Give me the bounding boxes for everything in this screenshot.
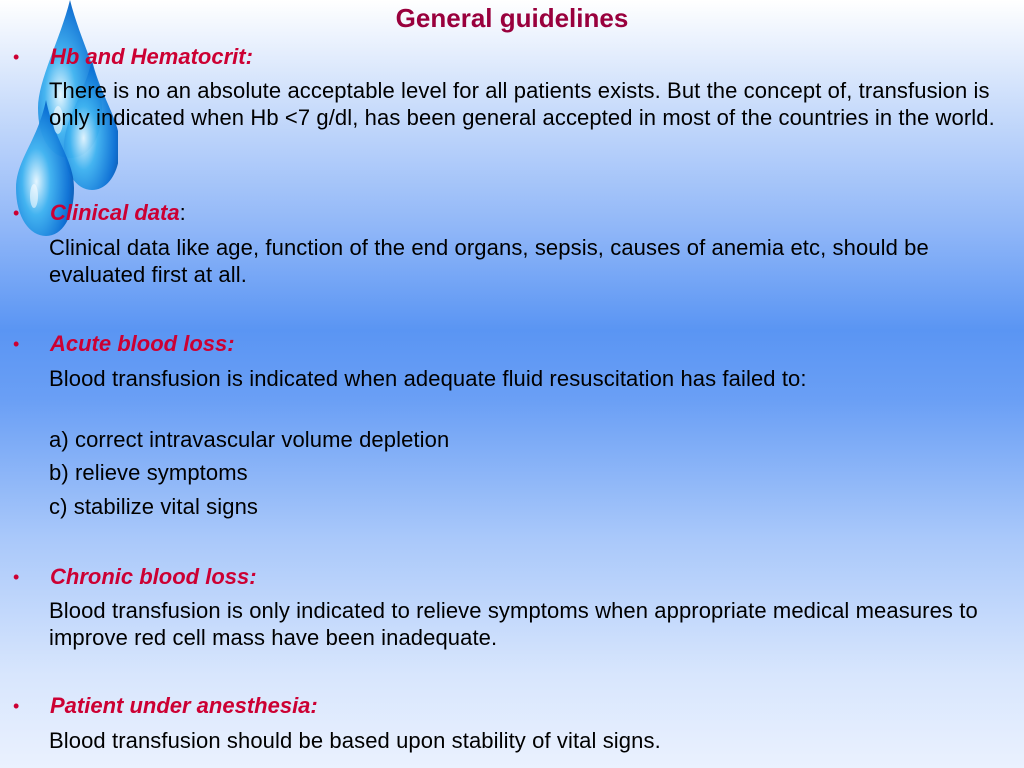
- section-text: Blood transfusion is only indicated to relieve symptoms when appropriate medical measures to improve red cell mass have been inadequate.: [49, 598, 978, 650]
- section-heading: Hb and Hematocrit:: [50, 44, 253, 69]
- section-text: a) correct intravascular volume depletion: [49, 427, 450, 452]
- heading-colon: :: [179, 200, 186, 225]
- section-text: There is no an absolute acceptable level for all patients exists. But the concept of, transfusion is only indicated when Hb <7 g/dl, has been general accepted in most of the countries in the world.: [49, 78, 995, 130]
- section-heading-wrap: [50, 200, 186, 226]
- section-heading: Acute blood loss:: [50, 331, 235, 356]
- section-text: c) stabilize vital signs: [49, 494, 259, 519]
- section-text: Blood transfusion should be based upon stability of vital signs.: [49, 728, 661, 753]
- section-text: b) relieve symptoms: [49, 460, 248, 485]
- section-heading: Patient under anesthesia:: [50, 693, 318, 718]
- bullet: •: [13, 334, 20, 354]
- bullet: •: [13, 567, 20, 587]
- section-text: Blood transfusion is indicated when adequate fluid resuscitation has failed to:: [49, 366, 807, 391]
- bullet: •: [13, 47, 20, 67]
- slide-title: General guidelines: [395, 3, 629, 33]
- bullet: •: [13, 696, 20, 716]
- section-heading: Clinical data: [50, 200, 180, 225]
- bullet: •: [13, 203, 20, 223]
- section-text: Clinical data like age, function of the end organs, sepsis, causes of anemia etc, should be evaluated first at all.: [49, 235, 929, 287]
- section-heading: Chronic blood loss:: [50, 564, 257, 589]
